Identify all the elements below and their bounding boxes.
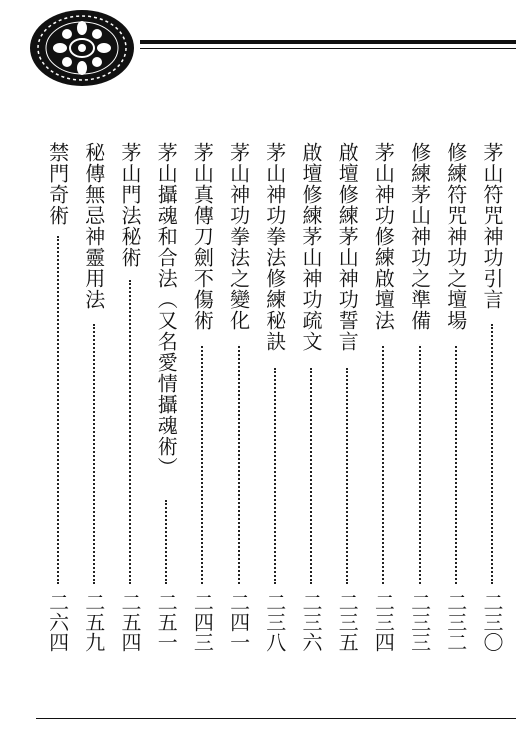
leader-dots [129,280,131,584]
toc-page-number: 二四一 [226,592,251,652]
toc-page-number: 二六四 [45,592,70,652]
leader-dots [238,346,240,584]
toc-page-number: 二三五 [335,592,360,652]
leader-dots [93,324,95,584]
leader-dots [274,368,276,584]
toc-page-number: 二三三 [407,592,432,652]
leader-dots [491,324,493,584]
leader-dots [419,346,421,584]
toc-page-number: 二三二 [443,592,468,652]
toc-entry-title: 禁門奇術 [45,142,70,226]
toc-page-number: 二四三 [190,592,215,652]
toc-page-number: 二三〇 [480,592,504,652]
toc-entry-title: 茅山神功拳法之變化 [226,142,251,331]
toc-entry-title: 茅山真傳刀劍不傷術 [190,142,215,331]
toc-entry-title: 茅山攝魂和合法（又名愛情攝魂術） [154,142,179,478]
toc-entry-title: 茅山神功拳法修練秘訣 [262,142,287,352]
toc-page-number: 二三八 [262,592,287,652]
toc-entry-title: 茅山神功修練啟壇法 [371,142,396,331]
toc-entry-title: 修練符咒神功之壇場 [443,142,468,331]
leader-dots [310,368,312,584]
footer-rule [36,718,516,719]
toc-entry-title: 茅山符咒神功引言 [480,142,504,310]
toc-entry-title: 茅山門法秘術 [118,142,142,268]
toc-page-number: 二五四 [118,592,142,652]
toc-entry-title: 修練茅山神功之準備 [407,142,432,331]
toc-entry-title: 秘傳無忌神靈用法 [81,142,106,310]
toc-page-number: 二三六 [299,592,323,652]
leader-dots [201,346,203,584]
toc-page-number: 二五九 [81,592,106,652]
leader-dots [346,368,348,584]
toc-page-number: 二三四 [371,592,396,652]
toc-entry-title: 啟壇修練茅山神功誓言 [335,142,360,352]
toc-page-number: 二五一 [154,592,179,652]
leader-dots [165,500,167,584]
toc-entry-title: 啟壇修練茅山神功疏文 [299,142,323,352]
leader-dots [455,346,457,584]
leader-dots [57,236,59,584]
leader-dots [382,346,384,584]
